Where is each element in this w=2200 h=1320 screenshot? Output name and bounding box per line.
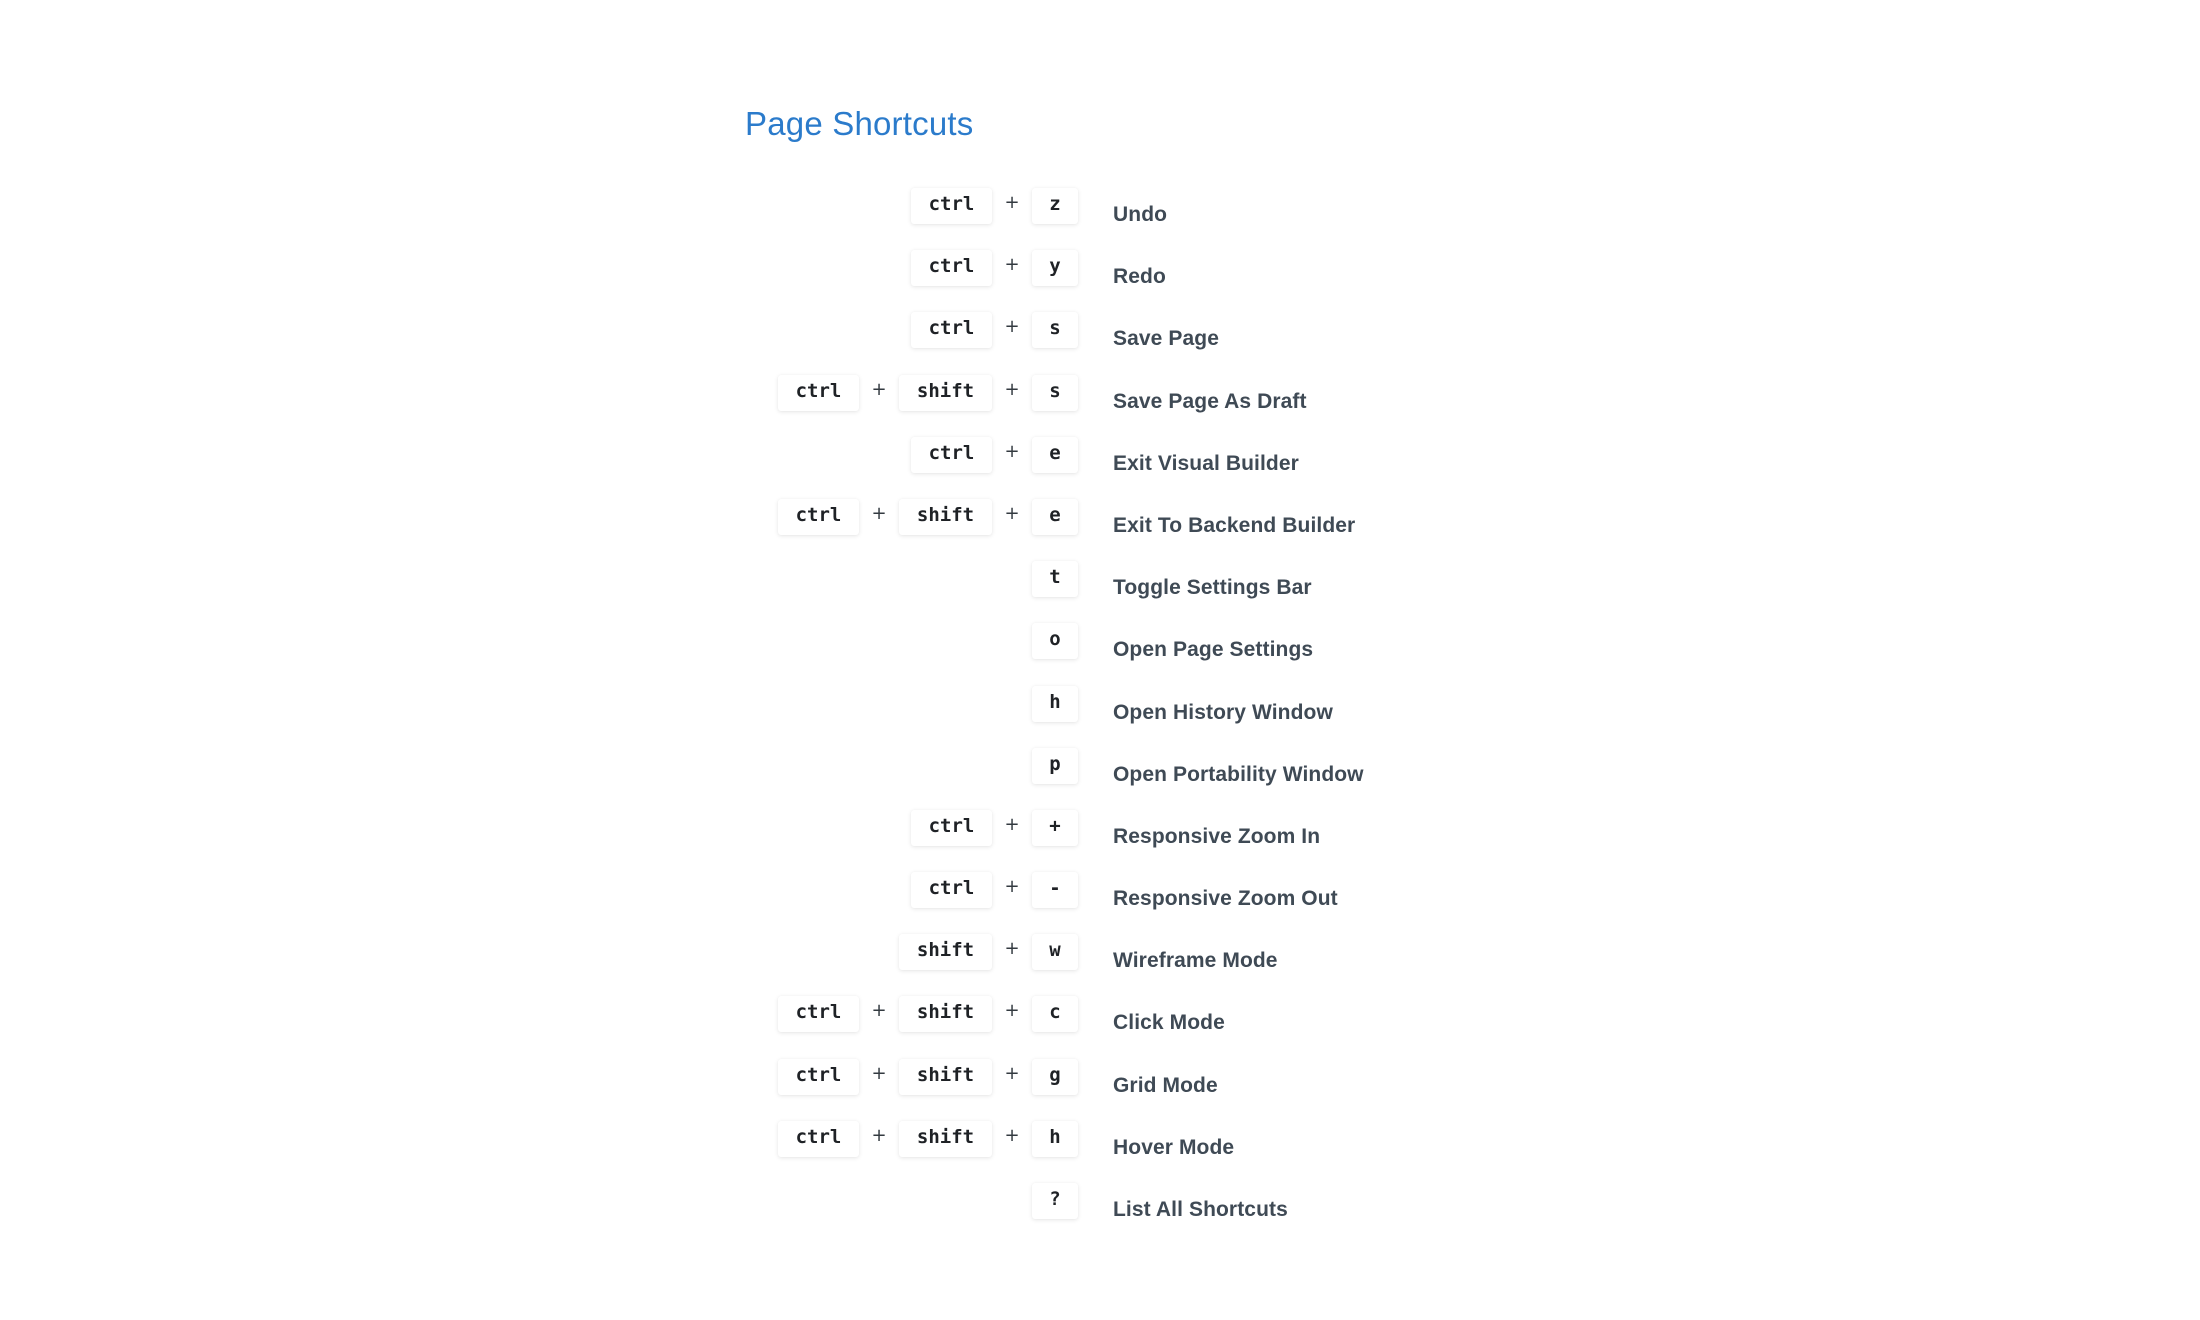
key-combo bbox=[911, 872, 1078, 908]
shortcut-label: Click Mode bbox=[1113, 1011, 1225, 1035]
shortcut-label: Open Page Settings bbox=[1113, 638, 1314, 662]
shortcut-label: Toggle Settings Bar bbox=[1113, 576, 1312, 600]
shortcut-label: Hover Mode bbox=[1113, 1135, 1235, 1159]
key-h: h bbox=[1032, 1121, 1078, 1157]
plus-separator: + bbox=[871, 1062, 887, 1084]
shortcut-label: Open Portability Window bbox=[1113, 762, 1364, 786]
key-shift: shift bbox=[899, 375, 992, 411]
plus-separator: + bbox=[1004, 1062, 1020, 1084]
shortcut-row-zoom-in bbox=[700, 810, 1600, 872]
shortcut-row-zoom-out bbox=[700, 872, 1600, 934]
shortcut-label: Save Page bbox=[1113, 327, 1219, 351]
shortcut-row-list-all-shortcuts bbox=[700, 1183, 1600, 1245]
key-shift: shift bbox=[899, 934, 992, 970]
shortcut-label: Exit Visual Builder bbox=[1113, 451, 1299, 475]
shortcut-label: List All Shortcuts bbox=[1113, 1198, 1288, 1221]
key-combo bbox=[911, 312, 1078, 348]
plus-separator: + bbox=[871, 1000, 887, 1022]
shortcut-row-grid-mode bbox=[700, 1059, 1600, 1121]
shortcut-label: Exit To Backend Builder bbox=[1113, 513, 1356, 537]
plus-separator: + bbox=[1004, 378, 1020, 400]
key-w: w bbox=[1032, 934, 1078, 970]
key-combo bbox=[778, 499, 1078, 535]
plus-separator: + bbox=[871, 378, 887, 400]
plus-separator: + bbox=[1004, 440, 1020, 462]
key-ctrl: ctrl bbox=[911, 810, 992, 846]
key-combo bbox=[911, 437, 1078, 473]
shortcut-label: Responsive Zoom In bbox=[1113, 824, 1321, 848]
shortcut-label: Redo bbox=[1113, 265, 1166, 289]
key-shift: shift bbox=[899, 996, 992, 1032]
page-title: Page Shortcuts bbox=[745, 105, 974, 142]
key-combo bbox=[1032, 561, 1078, 597]
key-e: e bbox=[1032, 499, 1078, 535]
shortcut-row-toggle-settings-bar bbox=[700, 561, 1600, 623]
key-combo bbox=[1032, 686, 1078, 722]
key-ctrl: ctrl bbox=[778, 1121, 859, 1157]
key-combo bbox=[911, 250, 1078, 286]
shortcut-row-save-page bbox=[700, 312, 1600, 374]
key-ctrl: ctrl bbox=[778, 375, 859, 411]
shortcut-row-open-page-settings bbox=[700, 623, 1600, 685]
key-s: s bbox=[1032, 375, 1078, 411]
key-ctrl: ctrl bbox=[911, 312, 992, 348]
key-z: z bbox=[1032, 188, 1078, 224]
key-ctrl: ctrl bbox=[911, 188, 992, 224]
key-ctrl: ctrl bbox=[911, 437, 992, 473]
key-t: t bbox=[1032, 561, 1078, 597]
shortcut-row-save-draft bbox=[700, 375, 1600, 437]
plus-separator: + bbox=[1004, 316, 1020, 338]
shortcut-label: Responsive Zoom Out bbox=[1113, 887, 1338, 911]
key-c: c bbox=[1032, 996, 1078, 1032]
plus-separator: + bbox=[1004, 813, 1020, 835]
key-combo bbox=[778, 1059, 1078, 1095]
key-combo bbox=[911, 188, 1078, 224]
key-ctrl: ctrl bbox=[911, 250, 992, 286]
key-g: g bbox=[1032, 1059, 1078, 1095]
shortcut-label: Open History Window bbox=[1113, 700, 1333, 724]
plus-separator: + bbox=[1004, 1124, 1020, 1146]
key-minus: - bbox=[1032, 872, 1078, 908]
key-shift: shift bbox=[899, 1121, 992, 1157]
shortcut-label: Undo bbox=[1113, 203, 1168, 226]
key-question-mark: ? bbox=[1032, 1183, 1078, 1219]
key-combo bbox=[778, 996, 1078, 1032]
shortcut-row-undo bbox=[700, 188, 1600, 250]
plus-separator: + bbox=[1004, 192, 1020, 213]
key-ctrl: ctrl bbox=[778, 1059, 859, 1095]
key-combo bbox=[899, 934, 1078, 970]
shortcut-list bbox=[700, 188, 1600, 1245]
key-combo bbox=[1032, 623, 1078, 659]
key-e: e bbox=[1032, 437, 1078, 473]
shortcut-row-hover-mode bbox=[700, 1121, 1600, 1183]
plus-separator: + bbox=[871, 502, 887, 524]
key-s: s bbox=[1032, 312, 1078, 348]
shortcut-row-open-portability-window bbox=[700, 748, 1600, 810]
key-p: p bbox=[1032, 748, 1078, 784]
key-combo bbox=[778, 375, 1078, 411]
plus-separator: + bbox=[871, 1124, 887, 1146]
key-ctrl: ctrl bbox=[778, 499, 859, 535]
shortcut-row-open-history-window bbox=[700, 686, 1600, 748]
shortcut-row-click-mode bbox=[700, 996, 1600, 1058]
key-combo bbox=[911, 810, 1078, 846]
plus-separator: + bbox=[1004, 502, 1020, 524]
plus-separator: + bbox=[1004, 938, 1020, 960]
key-h: h bbox=[1032, 686, 1078, 722]
key-shift: shift bbox=[899, 499, 992, 535]
key-ctrl: ctrl bbox=[911, 872, 992, 908]
shortcut-label: Wireframe Mode bbox=[1113, 949, 1278, 973]
shortcut-label: Grid Mode bbox=[1113, 1073, 1218, 1097]
shortcut-row-exit-visual-builder bbox=[700, 437, 1600, 499]
key-combo bbox=[1032, 1183, 1078, 1219]
key-shift: shift bbox=[899, 1059, 992, 1095]
key-plus: + bbox=[1032, 810, 1078, 846]
shortcut-row-wireframe-mode bbox=[700, 934, 1600, 996]
plus-separator: + bbox=[1004, 1000, 1020, 1022]
key-y: y bbox=[1032, 250, 1078, 286]
key-o: o bbox=[1032, 623, 1078, 659]
shortcut-row-redo bbox=[700, 250, 1600, 312]
shortcut-row-exit-backend-builder bbox=[700, 499, 1600, 561]
plus-separator: + bbox=[1004, 876, 1020, 898]
key-combo bbox=[1032, 748, 1078, 784]
plus-separator: + bbox=[1004, 254, 1020, 276]
key-ctrl: ctrl bbox=[778, 996, 859, 1032]
shortcut-label: Save Page As Draft bbox=[1113, 389, 1307, 413]
key-combo bbox=[778, 1121, 1078, 1157]
